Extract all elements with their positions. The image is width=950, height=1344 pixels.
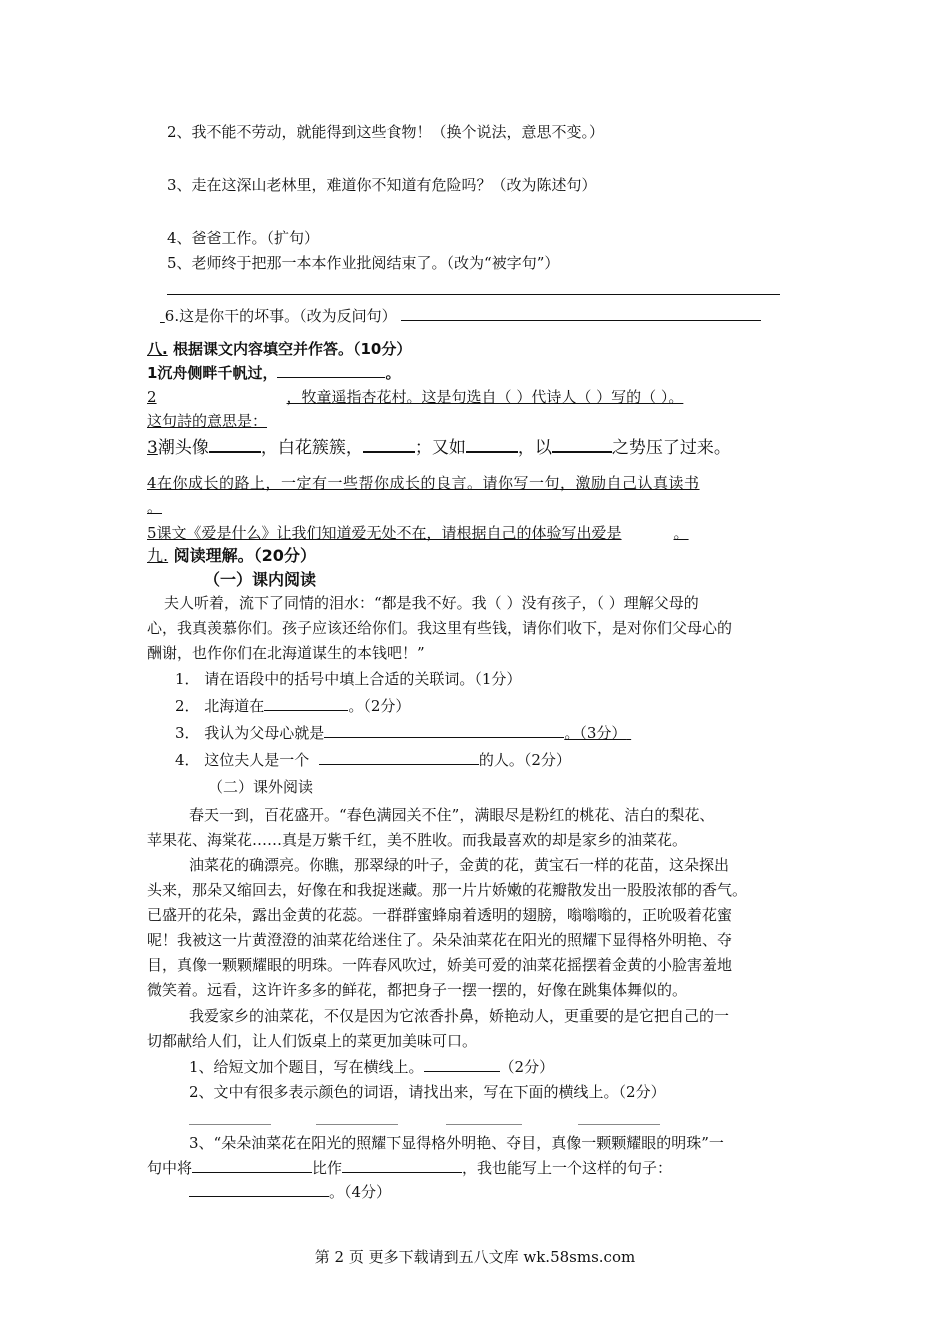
q9-4-a: 4． 这位夫人是一个 <box>175 751 310 769</box>
q8-3 <box>147 437 731 458</box>
section-title: 根据课文内容填空并作答。（10分） <box>172 340 412 358</box>
q8-2b-text: 这句詩的意思是： <box>147 412 268 430</box>
r9-1-a: 1、给短文加个题目，写在横线上。 <box>189 1058 424 1076</box>
story-line: 目，真像一颗颗耀眼的明珠。一阵春风吹过，娇美可爱的油菜花摇摆着金黄的小脸害羞地 <box>147 956 733 974</box>
q7-5: 5、老师终于把那一本本作业批阅结束了。（改为“被字句”） <box>167 254 560 272</box>
q9-2-a: 2． 北海道在 <box>175 697 265 715</box>
q8-2-num: 2 <box>147 388 157 406</box>
story-line: 油菜花的确漂亮。你瞧，那翠绿的叶子，金黄的花，黄宝石一样的花苗，这朵探出 <box>189 856 730 874</box>
q8-4-end: 。 <box>147 498 163 516</box>
story-line: 春天一到，百花盛开。“春色满园关不住”，满眼尽是粉红的桃花、洁白的梨花、 <box>189 806 715 824</box>
q9-4 <box>175 750 571 770</box>
page-footer: 第 2 页 更多下载请到五八文库 wk.58sms.com <box>314 1248 636 1266</box>
r9-2: 2、文中有很多表示颜色的词语，请找出来，写在下面的横线上。（2分） <box>189 1083 666 1101</box>
story-line: 呢！我被这一片黄澄澄的油菜花给迷住了。朵朵油菜花在阳光的照耀下显得格外明艳、夺 <box>147 931 733 949</box>
r9-1 <box>189 1057 554 1077</box>
q7-2: 2、我不能不劳动，就能得到这些食物！（换个说法，意思不变。） <box>167 123 605 141</box>
q9-3-a: 3． 我认为父母心就是 <box>175 724 325 742</box>
section-9-heading <box>147 546 316 566</box>
q8-3-a: 潮头像 <box>157 438 209 458</box>
q8-2-text: ，牧童遥指杏花村。这是句选自（ ）代诗人（ ）写的（ ）。 <box>286 388 684 406</box>
r9-1-b: （2分） <box>499 1058 555 1076</box>
q9-3 <box>175 723 631 743</box>
answer-blank[interactable] <box>189 1110 271 1125</box>
r9-3-c: ，我也能写上一个这样的句子： <box>462 1159 673 1177</box>
answer-blank[interactable] <box>342 1158 462 1173</box>
story-line: 切都献给人们，让人们饭桌上的菜更加美味可口。 <box>147 1032 478 1050</box>
r9-3-b: 比作 <box>312 1159 343 1177</box>
answer-blank[interactable] <box>189 1182 329 1197</box>
q8-5-end: 。 <box>673 524 689 542</box>
q8-2 <box>147 387 683 407</box>
section-title: 阅读理解。（20分） <box>173 546 316 565</box>
answer-blank[interactable] <box>401 306 761 321</box>
answer-blank[interactable] <box>578 1110 660 1125</box>
q8-2b <box>147 411 577 431</box>
q8-3-d: ，以 <box>517 438 552 458</box>
q8-4: 4在你成长的路上，一定有一些帮你成长的良言。请你写一句，激励自己认真读书 <box>147 474 700 492</box>
answer-blank[interactable] <box>209 437 261 453</box>
q9-4-b: 的人。（2分） <box>478 751 571 769</box>
answer-blank[interactable] <box>319 750 479 765</box>
q8-3-c: ；又如 <box>414 438 466 458</box>
answer-blank[interactable] <box>316 1110 398 1125</box>
q9-1: 1． 请在语段中的括号中填上合适的关联词。（1分） <box>175 670 522 688</box>
answer-blank[interactable] <box>324 723 564 738</box>
q8-1-end: 。 <box>385 364 401 382</box>
q9-3-b: 。（3分） <box>564 724 627 742</box>
answer-blank[interactable] <box>552 437 612 453</box>
answer-blank[interactable] <box>424 1057 500 1072</box>
story-line: 我爱家乡的油菜花，不仅是因为它浓香扑鼻，娇艳动人，更重要的是它把自己的一 <box>189 1007 730 1025</box>
q7-6 <box>160 306 761 326</box>
color-word-blanks <box>189 1110 660 1130</box>
answer-blank[interactable] <box>446 1110 522 1125</box>
story-line: 苹果花、海棠花……真是万紫千红，美不胜收。而我最喜欢的却是家乡的油菜花。 <box>147 831 688 849</box>
part-1-title: （一）课内阅读 <box>204 570 317 589</box>
section-number: 八. <box>147 340 168 358</box>
answer-blank[interactable] <box>466 437 518 453</box>
passage-1-line: 心，我真羡慕你们。孩子应该还给你们。我这里有些钱，请你们收下，是对你们父母心的 <box>147 619 733 637</box>
q7-6-text: 6.这是你干的坏事。（改为反问句） <box>164 307 397 325</box>
r9-3-line1: 3、“朵朵油菜花在阳光的照耀下显得格外明艳、夺目，真像一颗颗耀眼的明珠”一 <box>189 1134 724 1152</box>
q8-5 <box>147 523 699 543</box>
story-line: 微笑着。远看，这许许多多的鲜花，都把身子一摆一摆的，好像在跳集体舞似的。 <box>147 981 688 999</box>
q8-1-text: 1沉舟侧畔千帆过， <box>147 364 278 382</box>
q8-3-b: ，白花簇簇， <box>260 438 363 458</box>
q8-5-text: 5课文《爱是什么》让我们知道爱无处不在，请根据自己的体验写出爱是 <box>147 524 622 542</box>
r9-3-line2 <box>147 1158 672 1178</box>
section-number: 九. <box>147 546 169 565</box>
r9-3-line3 <box>189 1182 391 1202</box>
passage-1-line: 酬谢，也作你们在北海道谋生的本钱吧！” <box>147 644 425 662</box>
q8-3-num: 3 <box>147 438 158 458</box>
answer-blank[interactable] <box>192 1158 312 1173</box>
q9-2-b: 。（2分） <box>348 697 411 715</box>
answer-blank[interactable] <box>264 696 348 711</box>
q7-3: 3、走在这深山老林里，难道你不知道有危险吗？（改为陈述句） <box>167 176 597 194</box>
answer-blank[interactable] <box>363 437 415 453</box>
r9-3-end: 。（4分） <box>329 1183 392 1201</box>
part-2-title: （二）课外阅读 <box>208 778 314 796</box>
passage-1-line: 夫人听着，流下了同情的泪水：“都是我不好。我（ ）没有孩子，（ ）理解父母的 <box>164 594 699 612</box>
q9-2 <box>175 696 410 716</box>
story-line: 已盛开的花朵，露出金黄的花蕊。一群群蜜蜂扇着透明的翅膀，嗡嗡嗡的，正吮吸着花蜜 <box>147 906 733 924</box>
answer-blank[interactable] <box>277 363 385 378</box>
answer-line[interactable] <box>167 294 780 295</box>
section-8-heading <box>147 339 411 359</box>
q8-3-e: 之势压了过来。 <box>611 438 731 458</box>
story-line: 头来，那朵又缩回去，好像在和我捉迷藏。那一片片娇嫩的花瓣散发出一股股浓郁的香气。 <box>147 881 748 899</box>
q8-1 <box>147 363 400 383</box>
q7-4: 4、爸爸工作。（扩句） <box>167 229 320 247</box>
r9-3-a: 句中将 <box>147 1159 193 1177</box>
